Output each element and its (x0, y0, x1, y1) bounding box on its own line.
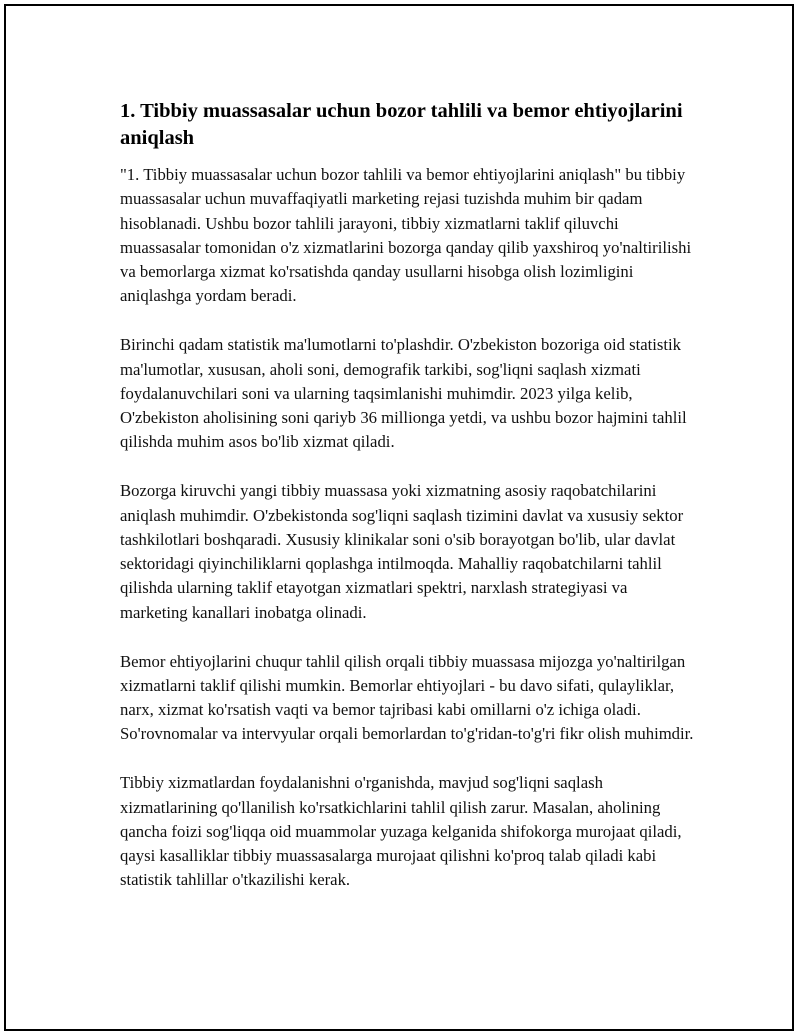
paragraph-competitors: Bozorga kiruvchi yangi tibbiy muassasa yoki xizmatning asosiy raqobatchilarini aniqlash muhimdir. O'zbekistonda sog'liqni saqlash tizimini davlat va xususiy sektor tashkilotlari boshqaradi. Xususiy klinikalar soni o'sib borayotgan bo'lib, ular davlat sektoridagi qiyinchiliklarni qoplashga intilmoqda. Mahalliy raqobatchilarni tahlil qilishda ularning taklif etayotgan xizmatlari spektri, narxlash strategiyasi va marketing kanallari inobatga olinadi. (120, 481, 684, 622)
paragraph-service-usage: Tibbiy xizmatlardan foydalanishni o'rganishda, mavjud sog'liqni saqlash xizmatlarining qo'llanilish ko'rsatkichlarini tahlil qilish zarur. Masalan, aholining qancha foizi sog'liqqa oid muammolar yuzaga kelganida shifokorga murojaat qiladi, qaysi kasalliklar tibbiy muassasalarga murojaat qilishni ko'proq talab qiladi kabi statistik tahlillar o'tkazilishi kerak. (120, 773, 682, 890)
section-heading: 1. Tibbiy muassasalar uchun bozor tahlili va bemor ehtiyojlarini aniqlash (120, 100, 683, 149)
document-body (120, 98, 695, 917)
page-frame (4, 4, 794, 1031)
paragraph-intro: "1. Tibbiy muassasalar uchun bozor tahlili va bemor ehtiyojlarini aniqlash" bu tibbiy muassasalar uchun muvaffaqiyatli marketing rejasi tuzishda muhim bir qadam hisoblanadi. Ushbu bozor tahlili jarayoni, tibbiy xizmatlarni taklif qiluvchi muassasalar tomonidan o'z xizmatlarini bozorga qanday qilib yaxshiroq yo'naltirilishi va bemorlarga xizmat ko'rsatishda qanday usullarni hisobga olish lozimligini aniqlashga yordam beradi. (120, 165, 692, 306)
paragraph-patient-needs: Bemor ehtiyojlarini chuqur tahlil qilish orqali tibbiy muassasa mijozga yo'naltirilgan xizmatlarni taklif qilishi mumkin. Bemorlar ehtiyojlari - bu davo sifati, qulayliklar, narx, xizmat ko'rsatish vaqti va bemor tajribasi kabi omillarni o'z ichiga oladi. So'rovnomalar va intervyular orqali bemorlardan to'g'ridan-to'g'ri fikr olish muhimdir. (120, 651, 694, 744)
paragraph-statistics: Birinchi qadam statistik ma'lumotlarni to'plashdir. O'zbekiston bozoriga oid statistik ma'lumotlar, xususan, aholi soni, demografik tarkibi, sog'liqni saqlash xizmati foydalanuvchilari soni va ularning taqsimlanishi muhimdir. 2023 yilga kelib, O'zbekiston aholisining soni qariyb 36 millionga yetdi, va ushbu bozor hajmini tahlil qilishda muhim asos bo'lib xizmat qiladi. (120, 335, 687, 452)
